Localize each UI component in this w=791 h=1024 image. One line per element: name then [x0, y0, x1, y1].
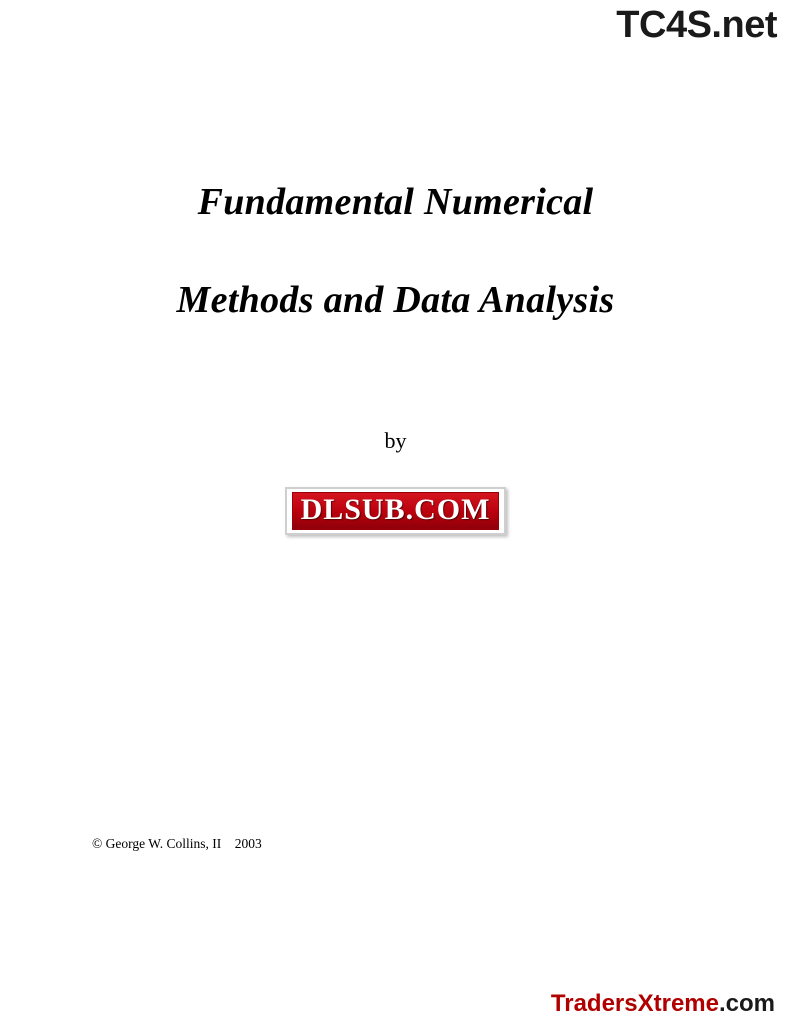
- byline-label: by: [384, 428, 407, 453]
- watermark-bottom-tld: .com: [718, 989, 775, 1017]
- watermark-stamp: [285, 487, 507, 535]
- watermark-stamp-label: DLSUB.COM: [292, 492, 500, 530]
- document-title-block: [0, 183, 791, 319]
- watermark-top-right: TC4S.net: [616, 4, 777, 46]
- author-area: [0, 487, 791, 535]
- watermark-bottom-right: [551, 991, 775, 1016]
- page-title-line-1: Fundamental Numerical: [197, 181, 594, 223]
- copyright-line: © George W. Collins, II 2003: [92, 836, 262, 851]
- watermark-bottom-brand: TradersXtreme: [550, 989, 719, 1017]
- page-title-line-2: Methods and Data Analysis: [176, 279, 615, 321]
